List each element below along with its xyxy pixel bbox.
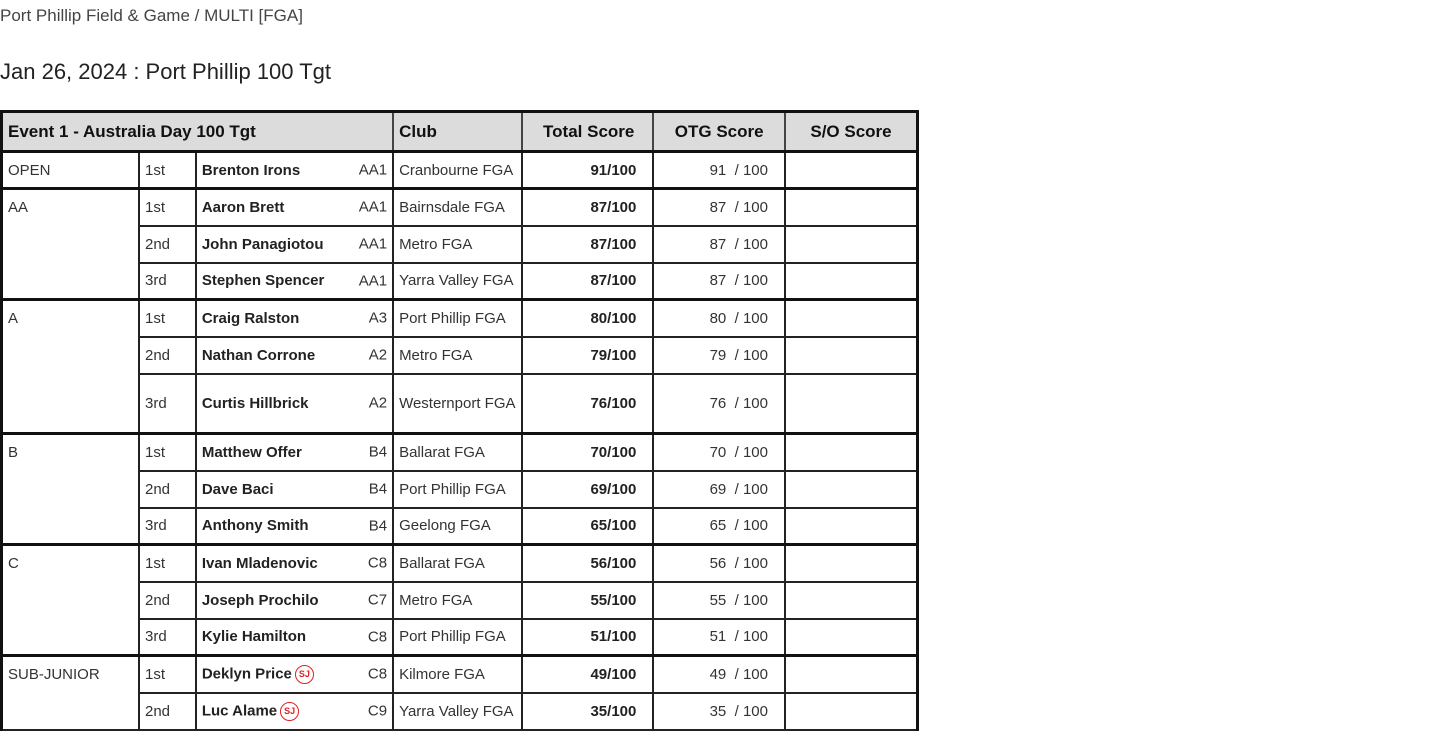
- so-score-cell: [785, 582, 918, 619]
- grade-label: B4: [368, 517, 388, 535]
- table-header: [2, 112, 918, 152]
- place-cell: 1st: [139, 656, 196, 693]
- club-cell: Metro FGA: [393, 226, 522, 263]
- results-table: [0, 110, 919, 731]
- grade-label: B4: [368, 443, 388, 461]
- grade-label: A2: [368, 394, 388, 412]
- so-score-cell: [785, 471, 918, 508]
- club-cell: Ballarat FGA: [393, 434, 522, 471]
- total-score-cell: 51/100: [522, 619, 654, 656]
- total-score-cell: 35/100: [522, 693, 654, 730]
- otg-score-cell: 87 / 100: [653, 263, 785, 300]
- place-cell: 1st: [139, 434, 196, 471]
- table-row: [2, 471, 918, 508]
- page-title: Jan 26, 2024 : Port Phillip 100 Tgt: [0, 59, 332, 84]
- otg-score-cell: 79 / 100: [653, 337, 785, 374]
- so-score-cell: [785, 300, 918, 337]
- otg-score-cell: 69 / 100: [653, 471, 785, 508]
- shooter-cell: [196, 263, 393, 300]
- shooter-name[interactable]: Dave Baci: [201, 480, 274, 498]
- otg-score-cell: 91 / 100: [653, 152, 785, 189]
- shooter-name[interactable]: Aaron Brett: [201, 198, 285, 216]
- otg-score-cell: 51 / 100: [653, 619, 785, 656]
- header-event: Event 1 - Australia Day 100 Tgt: [2, 112, 394, 152]
- shooter-name[interactable]: Nathan Corrone: [201, 346, 316, 364]
- otg-score-cell: 87 / 100: [653, 226, 785, 263]
- category-cell: C: [2, 545, 139, 656]
- category-cell: A: [2, 300, 139, 434]
- table-row: [2, 152, 918, 189]
- so-score-cell: [785, 656, 918, 693]
- so-score-cell: [785, 619, 918, 656]
- shooter-cell: [196, 656, 393, 693]
- shooter-name[interactable]: Craig Ralston: [201, 309, 300, 327]
- club-cell: Cranbourne FGA: [393, 152, 522, 189]
- grade-label: A3: [368, 309, 388, 327]
- shooter-cell: [196, 693, 393, 730]
- table-row: [2, 300, 918, 337]
- grade-label: B4: [368, 480, 388, 498]
- table-row: [2, 656, 918, 693]
- total-score-cell: 49/100: [522, 656, 654, 693]
- table-row: [2, 434, 918, 471]
- shooter-name[interactable]: Matthew Offer: [201, 443, 302, 461]
- table-row: [2, 189, 918, 226]
- place-cell: 2nd: [139, 582, 196, 619]
- place-cell: 3rd: [139, 508, 196, 545]
- place-cell: 1st: [139, 300, 196, 337]
- table-row: [2, 545, 918, 582]
- shooter-cell: [196, 300, 393, 337]
- otg-score-cell: 70 / 100: [653, 434, 785, 471]
- club-cell: Port Phillip FGA: [393, 471, 522, 508]
- club-cell: Yarra Valley FGA: [393, 693, 522, 730]
- total-score-cell: 91/100: [522, 152, 654, 189]
- table-row: [2, 582, 918, 619]
- so-score-cell: [785, 508, 918, 545]
- total-score-cell: 79/100: [522, 337, 654, 374]
- total-score-cell: 56/100: [522, 545, 654, 582]
- shooter-cell: [196, 337, 393, 374]
- grade-label: AA1: [358, 235, 388, 253]
- shooter-cell: [196, 471, 393, 508]
- club-cell: Yarra Valley FGA: [393, 263, 522, 300]
- table-row: [2, 263, 918, 300]
- category-cell: B: [2, 434, 139, 545]
- total-score-cell: 80/100: [522, 300, 654, 337]
- so-score-cell: [785, 693, 918, 730]
- shooter-name[interactable]: Brenton Irons: [201, 161, 301, 179]
- shooter-name[interactable]: Anthony Smith: [201, 517, 309, 535]
- club-cell: Westernport FGA: [393, 374, 522, 434]
- total-score-cell: 87/100: [522, 263, 654, 300]
- shooter-name[interactable]: Joseph Prochilo: [201, 591, 319, 609]
- so-score-cell: [785, 189, 918, 226]
- header-club: Club: [393, 112, 522, 152]
- table-row: [2, 337, 918, 374]
- so-score-cell: [785, 152, 918, 189]
- club-cell: Port Phillip FGA: [393, 619, 522, 656]
- total-score-cell: 87/100: [522, 189, 654, 226]
- place-cell: 2nd: [139, 471, 196, 508]
- otg-score-cell: 76 / 100: [653, 374, 785, 434]
- club-cell: Metro FGA: [393, 582, 522, 619]
- results-table-container: [0, 110, 920, 733]
- so-score-cell: [785, 263, 918, 300]
- club-cell: Kilmore FGA: [393, 656, 522, 693]
- club-cell: Metro FGA: [393, 337, 522, 374]
- grade-label: A2: [368, 346, 388, 364]
- shooter-cell: [196, 434, 393, 471]
- total-score-cell: 70/100: [522, 434, 654, 471]
- grade-label: AA1: [358, 272, 388, 290]
- sub-junior-badge-icon: SJ: [295, 665, 314, 684]
- otg-score-cell: 35 / 100: [653, 693, 785, 730]
- header-so-score: S/O Score: [785, 112, 918, 152]
- so-score-cell: [785, 545, 918, 582]
- so-score-cell: [785, 434, 918, 471]
- otg-score-cell: 56 / 100: [653, 545, 785, 582]
- grade-label: C8: [367, 665, 388, 683]
- breadcrumb[interactable]: Port Phillip Field & Game / MULTI [FGA]: [0, 6, 303, 25]
- otg-score-cell: 87 / 100: [653, 189, 785, 226]
- shooter-name[interactable]: Deklyn Price: [201, 665, 292, 683]
- shooter-cell: [196, 619, 393, 656]
- sub-junior-badge-icon: SJ: [280, 702, 299, 721]
- shooter-cell: [196, 582, 393, 619]
- place-cell: 2nd: [139, 226, 196, 263]
- category-cell: OPEN: [2, 152, 139, 189]
- grade-label: AA1: [358, 161, 388, 179]
- table-row: [2, 693, 918, 730]
- place-cell: 2nd: [139, 693, 196, 730]
- shooter-name[interactable]: Kylie Hamilton: [201, 628, 307, 646]
- header-total-score: Total Score: [522, 112, 654, 152]
- place-cell: 2nd: [139, 337, 196, 374]
- shooter-name[interactable]: Curtis Hillbrick: [201, 394, 309, 412]
- otg-score-cell: 80 / 100: [653, 300, 785, 337]
- grade-label: C8: [367, 628, 388, 646]
- club-cell: Ballarat FGA: [393, 545, 522, 582]
- place-cell: 3rd: [139, 619, 196, 656]
- shooter-cell: [196, 152, 393, 189]
- otg-score-cell: 49 / 100: [653, 656, 785, 693]
- table-row: [2, 226, 918, 263]
- category-cell: SUB-JUNIOR: [2, 656, 139, 730]
- shooter-cell: [196, 226, 393, 263]
- so-score-cell: [785, 337, 918, 374]
- so-score-cell: [785, 374, 918, 434]
- place-cell: 1st: [139, 189, 196, 226]
- club-cell: Geelong FGA: [393, 508, 522, 545]
- total-score-cell: 55/100: [522, 582, 654, 619]
- total-score-cell: 65/100: [522, 508, 654, 545]
- shooter-name[interactable]: Stephen Spencer: [201, 272, 325, 290]
- grade-label: C9: [367, 702, 388, 720]
- total-score-cell: 87/100: [522, 226, 654, 263]
- total-score-cell: 69/100: [522, 471, 654, 508]
- table-row: [2, 619, 918, 656]
- grade-label: AA1: [358, 198, 388, 216]
- shooter-cell: [196, 545, 393, 582]
- table-row: [2, 508, 918, 545]
- shooter-name[interactable]: Luc Alame: [201, 701, 278, 719]
- place-cell: 3rd: [139, 374, 196, 434]
- shooter-name[interactable]: John Panagiotou: [201, 235, 324, 253]
- shooter-cell: [196, 508, 393, 545]
- table-row: [2, 374, 918, 434]
- header-otg-score: OTG Score: [653, 112, 785, 152]
- place-cell: 1st: [139, 545, 196, 582]
- shooter-cell: [196, 374, 393, 434]
- total-score-cell: 76/100: [522, 374, 654, 434]
- grade-label: C8: [367, 554, 388, 572]
- otg-score-cell: 65 / 100: [653, 508, 785, 545]
- place-cell: 1st: [139, 152, 196, 189]
- shooter-cell: [196, 189, 393, 226]
- grade-label: C7: [367, 591, 388, 609]
- club-cell: Port Phillip FGA: [393, 300, 522, 337]
- so-score-cell: [785, 226, 918, 263]
- club-cell: Bairnsdale FGA: [393, 189, 522, 226]
- category-cell: AA: [2, 189, 139, 300]
- place-cell: 3rd: [139, 263, 196, 300]
- otg-score-cell: 55 / 100: [653, 582, 785, 619]
- shooter-name[interactable]: Ivan Mladenovic: [201, 554, 318, 572]
